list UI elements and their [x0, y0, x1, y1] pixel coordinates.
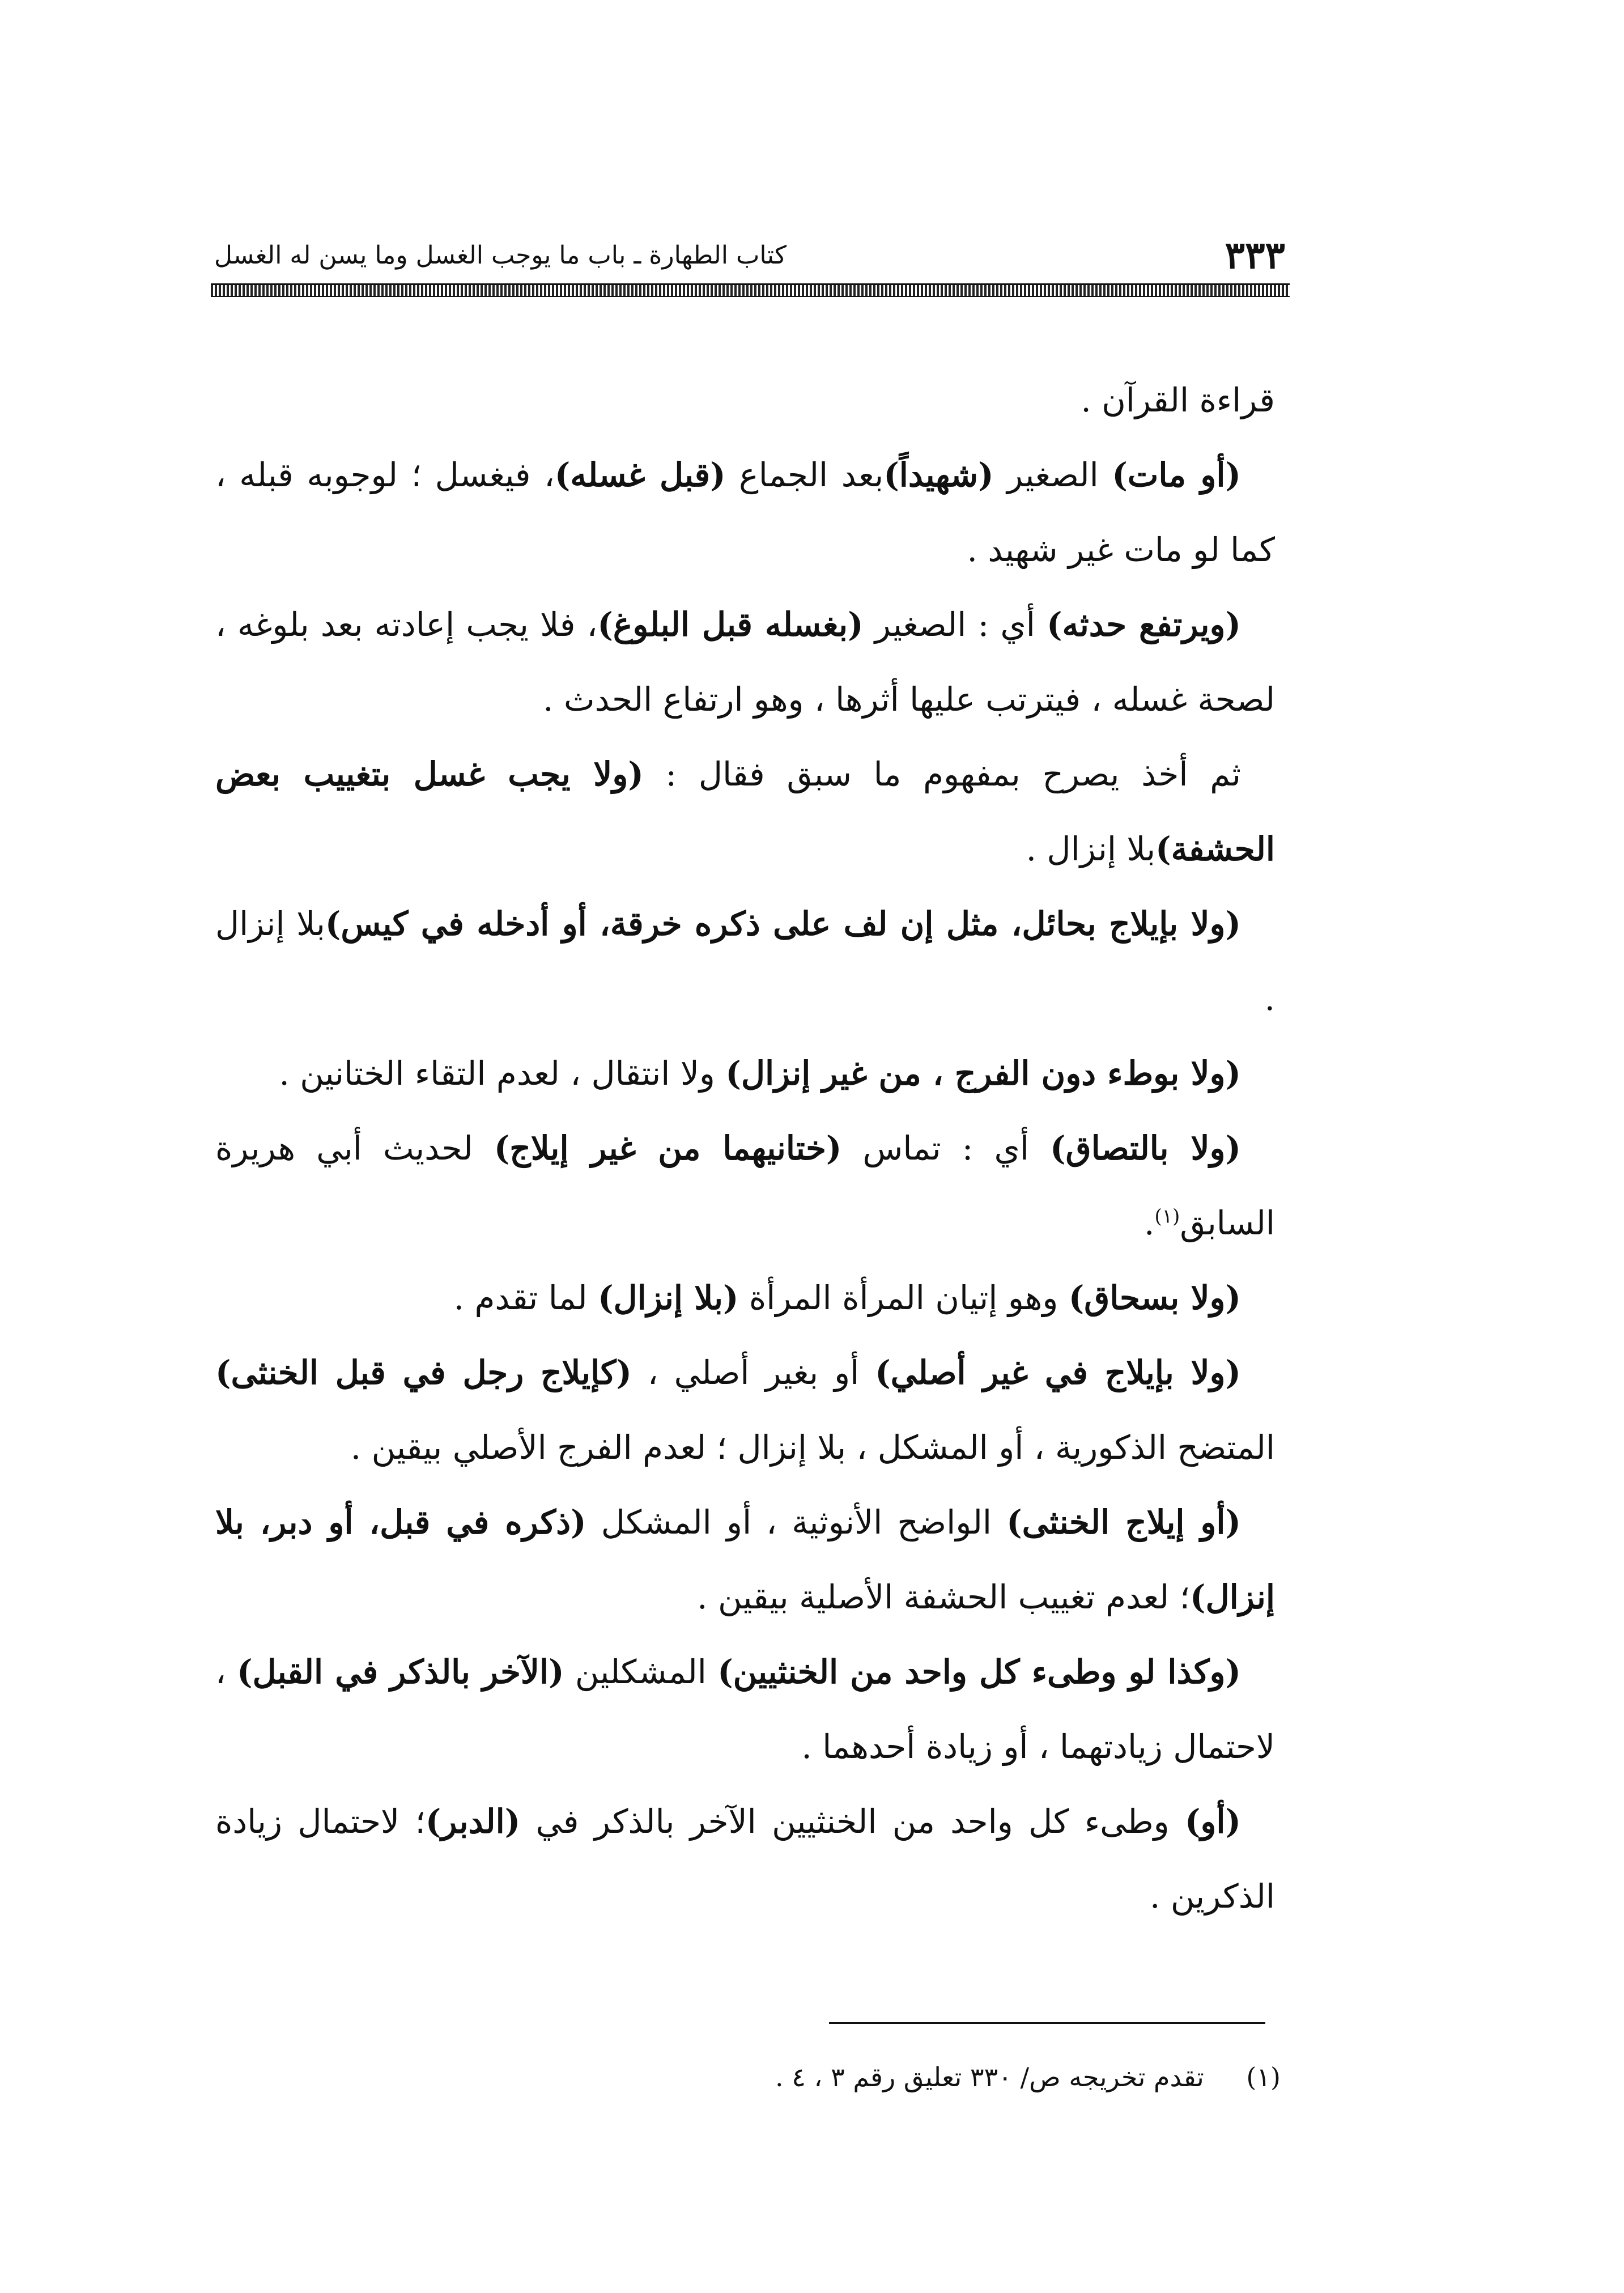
bold-text-run: (بلا إنزال) [598, 1279, 739, 1317]
footnote [453, 2057, 1281, 2097]
paragraph [215, 886, 1275, 1036]
page-number: ٣٣٣ [1225, 233, 1285, 277]
paragraph [215, 438, 1275, 587]
bold-text-run: (ولا بوطء دون الفرج ، من غير إنزال) [725, 1054, 1241, 1093]
text-run: ، فلا يجب إعادته بعد بلوغه ، لصحة غسله ، فيترتب عليها أثرها ، وهو ارتفاع الحدث . [215, 605, 1275, 719]
text-run: بلا إنزال . [1026, 830, 1156, 868]
paragraph [215, 737, 1275, 886]
text-run: أو بغير أصلي ، [631, 1353, 875, 1392]
paragraph [215, 1634, 1275, 1784]
paragraph [215, 1036, 1275, 1111]
bold-text-run: (أو مات) [1112, 456, 1241, 494]
text-run: . [1144, 1204, 1155, 1242]
bold-text-run: (أو إيلاج الخنثى) [1006, 1503, 1241, 1542]
text-run: أي : الصغير [863, 605, 1047, 644]
footnote-number: (١) [1246, 2062, 1281, 2092]
text-run: ، فيغسل ؛ لوجوبه قبله ، كما لو مات غير شهيد . [215, 456, 1275, 569]
bold-text-run: (ويرتفع حدثه) [1047, 605, 1241, 644]
bold-text-run: (الآخر بالذكر في القبل) [237, 1653, 564, 1691]
text-run: ولا انتقال ، لعدم التقاء الختانين . [279, 1054, 726, 1093]
text-run: بلا إنزال . [215, 905, 1275, 1018]
paragraph [215, 1485, 1275, 1634]
text-run: ثم أخذ يصرح بمفهوم ما سبق فقال : [643, 755, 1242, 793]
paragraph [215, 587, 1275, 737]
page-header [214, 235, 1285, 275]
text-run: الواضح الأنوثية ، أو المشكل [586, 1503, 1007, 1542]
text-run: لحديث أبي هريرة السابق [215, 1129, 1275, 1242]
paragraph [215, 1335, 1275, 1485]
text-run: لما تقدم . [453, 1279, 598, 1317]
paragraph [215, 363, 1275, 438]
bold-text-run: (ولا يجب غسل بتغييب بعض الحشفة) [215, 755, 1275, 868]
header-rule [211, 283, 1290, 297]
bold-text-run: (أو) [1184, 1802, 1241, 1841]
bold-text-run: (ذكره في قبل، أو دبر، بلا إنزال) [215, 1503, 1275, 1616]
bold-text-run: (كإيلاج رجل في قبل الخنثى) [215, 1353, 632, 1392]
text-run: الصغير [993, 456, 1112, 494]
bold-text-run: (ولا بسحاق) [1068, 1279, 1241, 1317]
text-run: ؛ لعدم تغييب الحشفة الأصلية بيقين . [697, 1578, 1191, 1616]
text-run: المشكلين [564, 1653, 718, 1691]
text-run: ، لاحتمال زيادتهما ، أو زيادة أحدهما . [215, 1653, 1275, 1766]
bold-text-run: (ختانيهما من غير إيلاج) [494, 1129, 842, 1167]
bold-text-run: (وكذا لو وطىء كل واحد من الخنثيين) [717, 1653, 1241, 1691]
paragraph [215, 1260, 1275, 1335]
text-run: وطىء كل واحد من الخنثيين الآخر بالذكر في [520, 1802, 1185, 1841]
bold-text-run: (بغسله قبل البلوغ) [597, 605, 864, 644]
bold-text-run: (ولا بإيلاج بحائل، مثل إن لف على ذكره خرقة، أو أدخله في كيس) [325, 905, 1241, 943]
bold-text-run: (قبل غسله) [554, 456, 726, 494]
text-run: قراءة القرآن . [1081, 381, 1275, 419]
text-run: أي : تماس [841, 1129, 1051, 1167]
text-run: ؛ لاحتمال زيادة الذكرين . [215, 1802, 1275, 1916]
footnote-text: تقدم تخريجه ص/ ٣٣٠ تعليق رقم ٣ ، ٤ . [775, 2062, 1204, 2092]
text-run: بعد الجماع [725, 456, 884, 494]
bold-text-run: (شهيداً) [883, 456, 994, 494]
paragraph [215, 1784, 1275, 1934]
paragraph [215, 1111, 1275, 1260]
text-run: المتضح الذكورية ، أو المشكل ، بلا إنزال ؛ لعدم الفرج الأصلي بيقين . [350, 1428, 1275, 1467]
bold-text-run: (ولا بالتصاق) [1050, 1129, 1241, 1167]
bold-text-run: (الدبر) [425, 1802, 521, 1841]
bold-text-run: (ولا بإيلاج في غير أصلي) [875, 1353, 1241, 1392]
footnote-separator [829, 2022, 1265, 2024]
body-text [215, 363, 1275, 1934]
footnote-reference: (١) [1154, 1205, 1180, 1228]
text-run: وهو إتيان المرأة المرأة [738, 1279, 1069, 1317]
running-title: كتاب الطهارة ـ باب ما يوجب الغسل وما يسن له الغسل [214, 241, 787, 270]
